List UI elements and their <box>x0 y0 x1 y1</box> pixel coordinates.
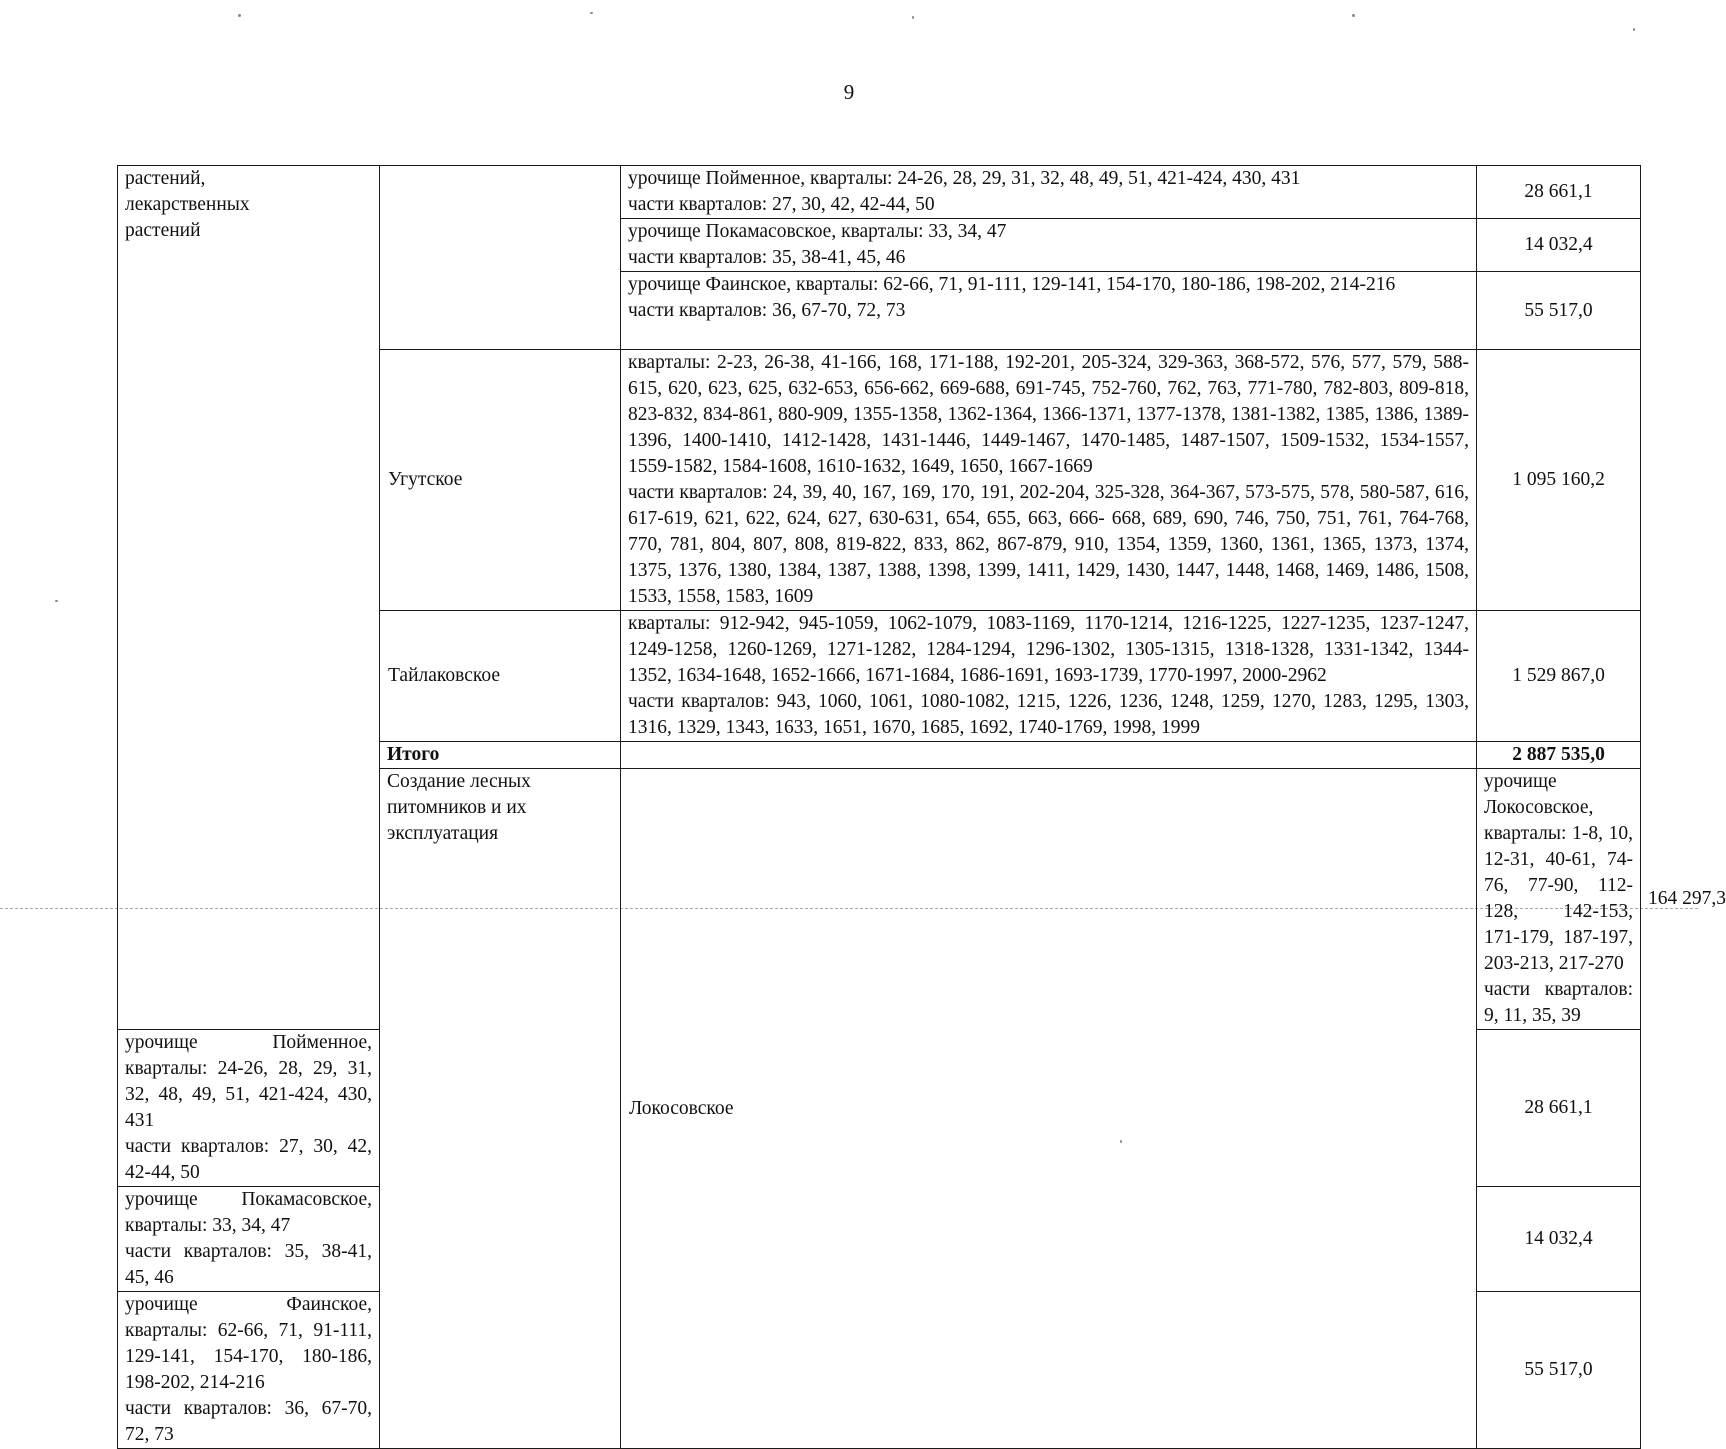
area-cell: 1 095 160,2 <box>1477 350 1641 611</box>
forestry-cell: Угутское <box>380 350 621 611</box>
forestry-cell: Тайлаковское <box>380 611 621 742</box>
area-cell: 55 517,0 <box>1477 272 1641 350</box>
total-empty-cell <box>621 742 1477 769</box>
area-cell: 28 661,1 <box>1477 166 1641 219</box>
compartments-cell: урочище Пойменное, кварталы: 24-26, 28, 29, 31, 32, 48, 49, 51, 421-424, 430, 431 части кварталов: 27, 30, 42, 42-44, 50 <box>118 1030 380 1187</box>
area-cell: 55 517,0 <box>1477 1292 1641 1449</box>
scan-artifact-speck <box>1352 14 1355 17</box>
scan-artifact-speck <box>55 600 58 602</box>
compartments-cell: урочище Покамасовское, кварталы: 33, 34, 47 части кварталов: 35, 38-41, 45, 46 <box>621 219 1477 272</box>
compartments-cell: кварталы: 912-942, 945-1059, 1062-1079, 1083-1169, 1170-1214, 1216-1225, 1227-1235, 1237-1247, 1249-1258, 1260-1269, 1271-1282, 1284-1294, 1296-1302, 1305-1315, 1318-1328, 1331-1342, 1344-1352, 1634-1648, 1652-1666, 1671-1684, 1686-1691, 1693-1739, 1770-1997, 2000-2962 части кварталов: 943, 1060, 1061, 1080-1082, 1215, 1226, 1236, 1248, 1259, 1270, 1283, 1295, 1303, 1316, 1329, 1343, 1633, 1651, 1670, 1685, 1692, 1740-1769, 1998, 1999 <box>621 611 1477 742</box>
purpose-line: питомников и их <box>387 797 527 818</box>
purpose-cell <box>118 166 380 1030</box>
purpose-line: растений, <box>125 168 206 189</box>
purpose-line: лекарственных <box>125 194 250 215</box>
purpose-cell <box>380 769 621 1449</box>
forest-use-table <box>117 165 1726 1449</box>
compartments-cell: урочище Фаинское, кварталы: 62-66, 71, 91-111, 129-141, 154-170, 180-186, 198-202, 214-216 части кварталов: 36, 67-70, 72, 73 <box>118 1292 380 1449</box>
total-label: Итого <box>380 742 621 769</box>
purpose-line: Создание лесных <box>387 771 531 792</box>
area-cell: 1 529 867,0 <box>1477 611 1641 742</box>
area-cell: 14 032,4 <box>1477 219 1641 272</box>
forestry-cell: Локосовское <box>621 769 1477 1449</box>
scan-artifact-speck <box>590 12 593 14</box>
scan-artifact-speck <box>1633 28 1635 31</box>
scan-artifact-speck <box>912 16 914 19</box>
purpose-line: растений <box>125 220 201 241</box>
purpose-line: эксплуатация <box>387 823 499 844</box>
table-row: Создание лесных питомников и их эксплуатация Локосовское урочище Локосовское, кварталы: 1-8, 10, 12-31, 40-61, 74-76, 77-90, 112-128, 142-153, 171-179, 187-197, 203-213, 217-270 части кварталов: 9, 11, 35, 39 164 297,3 <box>118 769 1641 1030</box>
compartments-cell: урочище Пойменное, кварталы: 24-26, 28, 29, 31, 32, 48, 49, 51, 421-424, 430, 431 части кварталов: 27, 30, 42, 42-44, 50 <box>621 166 1477 219</box>
table-row <box>118 166 1641 219</box>
compartments-cell: урочище Локосовское, кварталы: 1-8, 10, 12-31, 40-61, 74-76, 77-90, 112-128, 142-153, 171-179, 187-197, 203-213, 217-270 части кварталов: 9, 11, 35, 39 <box>1477 769 1641 1030</box>
total-value: 2 887 535,0 <box>1477 742 1641 769</box>
compartments-cell: урочище Покамасовское, кварталы: 33, 34, 47 части кварталов: 35, 38-41, 45, 46 <box>118 1187 380 1292</box>
compartments-cell: урочище Фаинское, кварталы: 62-66, 71, 91-111, 129-141, 154-170, 180-186, 198-202, 214-216 части кварталов: 36, 67-70, 72, 73 <box>621 272 1477 350</box>
forestry-cell <box>380 166 621 350</box>
compartments-cell: кварталы: 2-23, 26-38, 41-166, 168, 171-188, 192-201, 205-324, 329-363, 368-572, 576, 577, 579, 588-615, 620, 623, 625, 632-653, 656-662, 669-688, 691-745, 752-760, 762, 763, 771-780, 782-803, 809-818, 823-832, 834-861, 880-909, 1355-1358, 1362-1364, 1366-1371, 1377-1378, 1381-1382, 1385, 1386, 1389-1396, 1400-1410, 1412-1428, 1431-1446, 1449-1467, 1470-1485, 1487-1507, 1509-1532, 1534-1557, 1559-1582, 1584-1608, 1610-1632, 1649, 1650, 1667-1669 части кварталов: 24, 39, 40, 167, 169, 170, 191, 202-204, 325-328, 364-367, 573-575, 578, 580-587, 616, 617-619, 621, 622, 624, 627, 630-631, 654, 655, 663, 666- 668, 689, 690, 746, 750, 751, 761, 764-768, 770, 781, 804, 807, 808, 819-822, 833, 862, 867-879, 910, 1354, 1359, 1360, 1361, 1365, 1373, 1374, 1375, 1376, 1380, 1384, 1387, 1388, 1398, 1399, 1411, 1429, 1430, 1447, 1448, 1468, 1469, 1486, 1508, 1533, 1558, 1583, 1609 <box>621 350 1477 611</box>
area-cell: 14 032,4 <box>1477 1187 1641 1292</box>
scan-artifact-speck <box>238 14 241 17</box>
page-number: 9 <box>843 80 855 104</box>
area-cell: 28 661,1 <box>1477 1030 1641 1187</box>
